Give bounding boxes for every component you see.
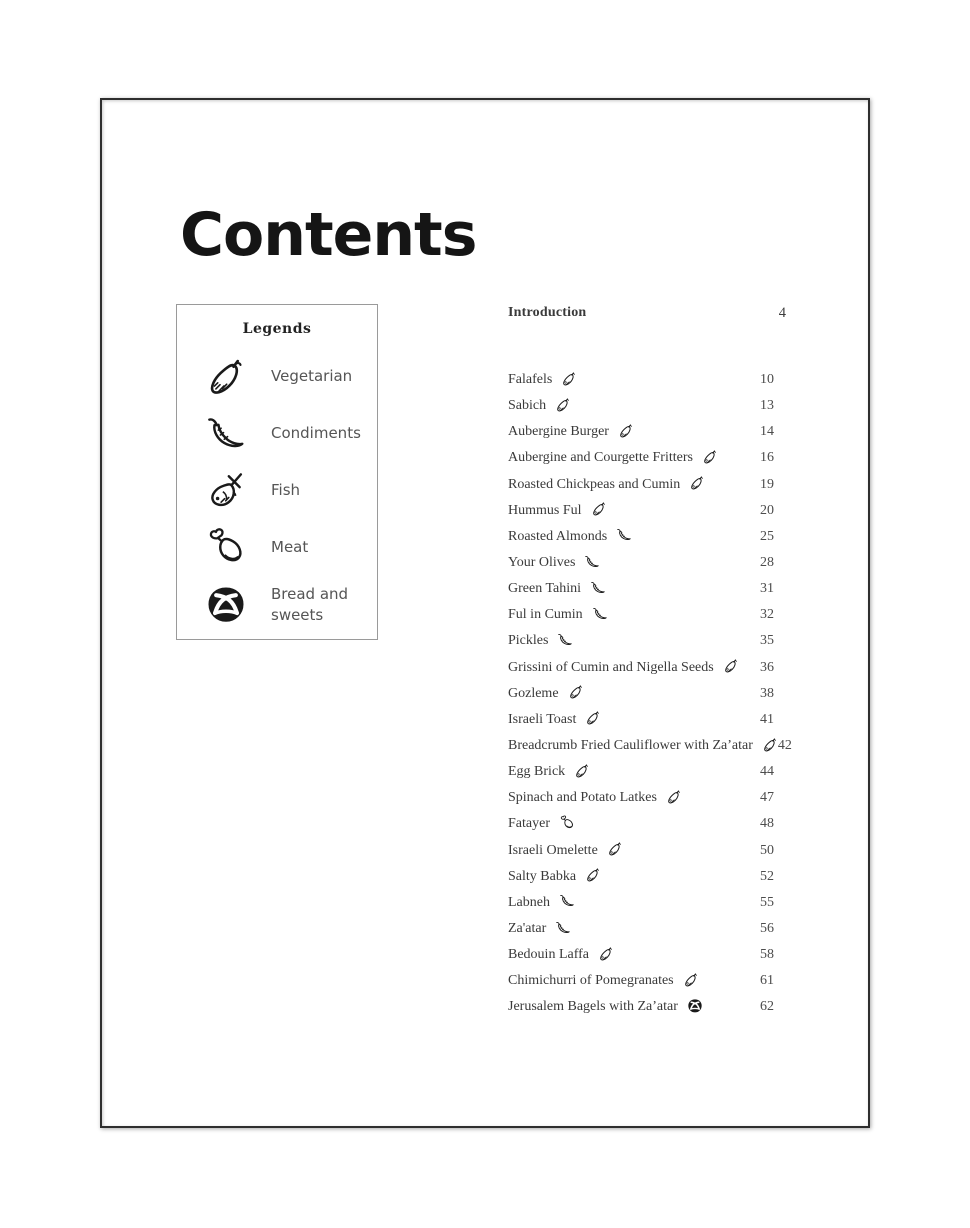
toc-entry-page-number: 47	[760, 790, 774, 806]
aubergine-icon	[561, 371, 577, 387]
toc-entry-page-number: 28	[760, 555, 774, 571]
toc-entry-title: Spinach and Potato Latkes	[508, 790, 657, 806]
pretzel-icon	[205, 584, 247, 626]
chili-icon	[205, 413, 247, 455]
toc-entry-title: Green Tahini	[508, 581, 582, 597]
toc-entry-title: Bedouin Laffa	[508, 947, 589, 963]
toc-entry-row	[508, 602, 790, 628]
toc-entry-row	[508, 681, 790, 707]
toc-entry-row	[508, 498, 790, 524]
toc-entry-page-number: 44	[760, 764, 774, 780]
toc-entry-row	[508, 994, 790, 1020]
aubergine-icon	[618, 423, 634, 439]
toc-entry-row	[508, 759, 790, 785]
toc-entry-row	[508, 811, 790, 837]
aubergine-icon	[702, 449, 718, 465]
pretzel-icon	[687, 998, 703, 1014]
legend-item	[205, 353, 369, 400]
toc-entry-page-number: 52	[760, 868, 774, 884]
aubergine-icon	[683, 972, 699, 988]
toc-entry-title: Salty Babka	[508, 868, 577, 884]
toc-entry-row	[508, 942, 790, 968]
toc-intro-page-number: 4	[778, 304, 786, 321]
toc-entry-row	[508, 707, 790, 733]
toc-entry-row	[508, 367, 790, 393]
chili-icon	[616, 527, 632, 543]
toc-entry-row	[508, 968, 790, 994]
toc-entry-row	[508, 838, 790, 864]
toc-entry-title: Aubergine and Courgette Fritters	[508, 450, 693, 466]
legend-item	[205, 410, 369, 457]
toc-intro-row	[508, 300, 790, 326]
toc-entry-title: Labneh	[508, 894, 550, 910]
legend-items	[205, 353, 369, 628]
chili-icon	[557, 632, 573, 648]
page-title: Contents	[180, 200, 477, 270]
drumstick-icon	[559, 815, 575, 831]
toc-entry-row	[508, 916, 790, 942]
toc-entry-page-number: 35	[760, 633, 774, 649]
toc-entry-row	[508, 733, 790, 759]
toc-entry-page-number: 25	[760, 528, 774, 544]
toc-entry-row	[508, 472, 790, 498]
toc-entry-row	[508, 655, 790, 681]
toc-entry-row	[508, 785, 790, 811]
aubergine-icon	[568, 684, 584, 700]
chili-icon	[592, 606, 608, 622]
toc-entry-title: Roasted Almonds	[508, 528, 608, 544]
toc-entry-page-number: 20	[760, 502, 774, 518]
chili-icon	[590, 580, 606, 596]
chili-icon	[555, 920, 571, 936]
toc-entry-title: Egg Brick	[508, 764, 566, 780]
legend-item-label: Fish	[271, 481, 301, 500]
toc-entry-page-number: 32	[760, 607, 774, 623]
toc-entry-page-number: 58	[760, 947, 774, 963]
toc-entry-title: Roasted Chickpeas and Cumin	[508, 476, 681, 492]
toc-entry-row	[508, 890, 790, 916]
toc-entry-page-number: 48	[760, 816, 774, 832]
fish-icon	[205, 470, 247, 512]
toc-entry-title: Grissini of Cumin and Nigella Seeds	[508, 659, 714, 675]
aubergine-icon	[574, 763, 590, 779]
toc-entry-row	[508, 524, 790, 550]
toc-entry-page-number: 62	[760, 999, 774, 1015]
toc-entry-title: Chimichurri of Pomegranates	[508, 973, 674, 989]
toc-entry-title: Hummus Ful	[508, 502, 582, 518]
toc-entry-page-number: 10	[760, 372, 774, 388]
toc-entry-title: Fatayer	[508, 816, 550, 832]
aubergine-icon	[598, 946, 614, 962]
toc-entry-title: Pickles	[508, 633, 549, 649]
chili-icon	[559, 893, 575, 909]
aubergine-icon	[591, 501, 607, 517]
toc-intro-title: Introduction	[508, 305, 587, 320]
toc-entry-row	[508, 576, 790, 602]
toc-entry-row	[508, 419, 790, 445]
toc-entry-page-number: 13	[760, 398, 774, 414]
toc-entry-page-number: 42	[777, 738, 792, 754]
toc-entry-row	[508, 550, 790, 576]
toc-entry-row	[508, 628, 790, 654]
toc-entry-title: Your Olives	[508, 555, 576, 571]
toc-entry-title: Breadcrumb Fried Cauliflower with Za’atar	[508, 738, 753, 754]
aubergine-icon	[723, 658, 739, 674]
legend-item-label: Bread and sweets	[271, 585, 349, 624]
toc-entry-page-number: 38	[760, 685, 774, 701]
aubergine-icon	[762, 737, 778, 753]
table-of-contents	[508, 300, 790, 1021]
legend-title: Legends	[242, 321, 312, 337]
toc-entry-title: Gozleme	[508, 685, 559, 701]
toc-entry-page-number: 56	[760, 921, 774, 937]
legend-item-label: Condiments	[271, 424, 361, 443]
toc-entry-title: Jerusalem Bagels with Za’atar	[508, 999, 678, 1015]
toc-entry-page-number: 61	[760, 973, 774, 989]
toc-entry-page-number: 41	[760, 711, 774, 727]
toc-entry-page-number: 31	[760, 581, 774, 597]
toc-entry-title: Israeli Toast	[508, 711, 577, 727]
toc-entry-title: Falafels	[508, 372, 553, 388]
chili-icon	[584, 554, 600, 570]
legend-item	[205, 467, 369, 514]
toc-entry-title: Sabich	[508, 398, 547, 414]
aubergine-icon	[607, 841, 623, 857]
book-page	[100, 98, 870, 1128]
toc-entry-page-number: 14	[760, 424, 774, 440]
toc-entry-page-number: 36	[760, 659, 774, 675]
toc-entry-page-number: 16	[760, 450, 774, 466]
toc-entry-page-number: 50	[760, 842, 774, 858]
toc-entry-title: Aubergine Burger	[508, 424, 609, 440]
drumstick-icon	[205, 527, 247, 569]
toc-entry-row	[508, 864, 790, 890]
legend-item-label: Vegetarian	[271, 367, 353, 386]
toc-entry-title: Israeli Omelette	[508, 842, 598, 858]
legend-item	[205, 581, 369, 628]
aubergine-icon	[585, 710, 601, 726]
toc-entry-row	[508, 393, 790, 419]
legend-item	[205, 524, 369, 571]
toc-entries	[508, 367, 790, 1021]
aubergine-icon	[666, 789, 682, 805]
aubergine-icon	[555, 397, 571, 413]
toc-entry-page-number: 19	[760, 476, 774, 492]
aubergine-icon	[689, 475, 705, 491]
legend-box	[176, 304, 378, 640]
toc-entry-row	[508, 445, 790, 471]
toc-entry-title: Za'atar	[508, 921, 547, 937]
legend-item-label: Meat	[271, 538, 309, 557]
toc-entry-title: Ful in Cumin	[508, 607, 583, 623]
toc-entry-page-number: 55	[760, 894, 774, 910]
aubergine-icon	[205, 356, 247, 398]
aubergine-icon	[585, 867, 601, 883]
